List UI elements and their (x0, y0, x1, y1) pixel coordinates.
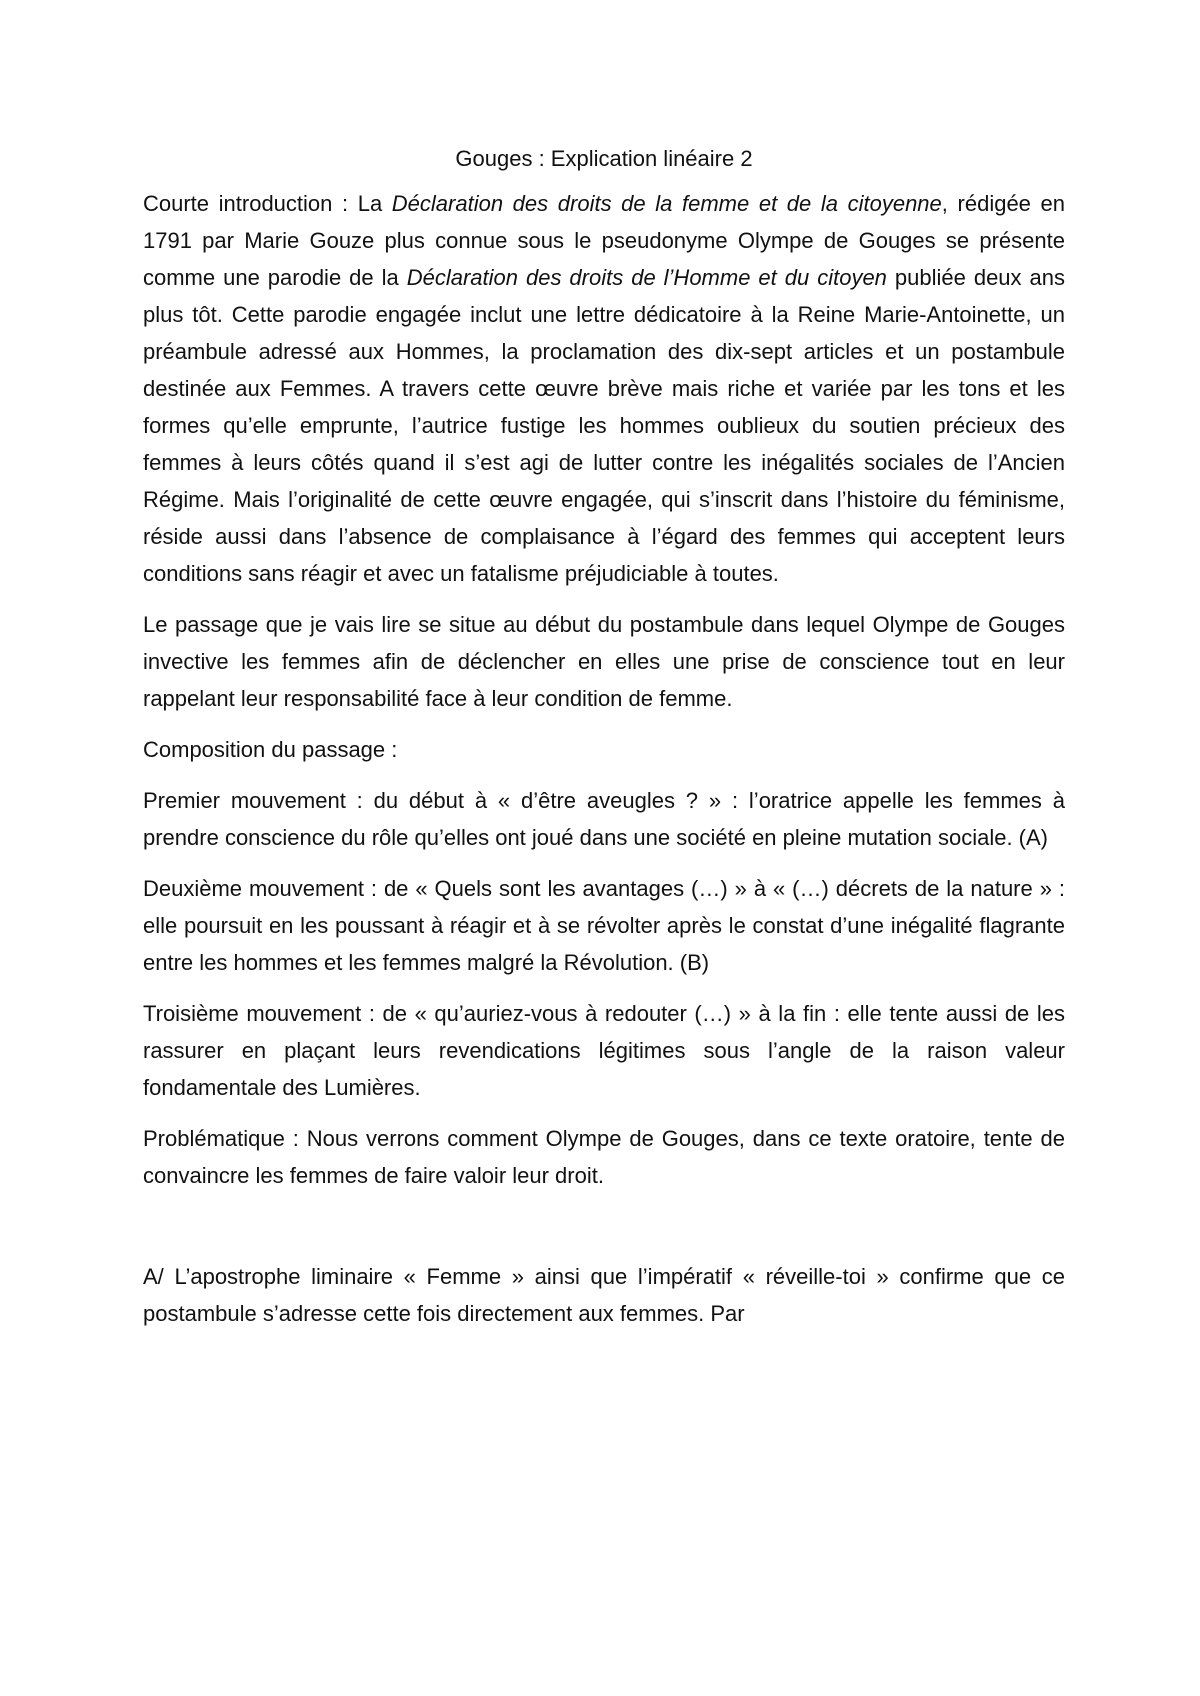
intro-text-3: publiée deux ans plus tôt. Cette parodie engagée inclut une lettre dédicatoire à la Reine Marie-Antoinette, un préambule adressé aux Hommes, la proclamation des dix-sept articles et un postambule destinée aux Femmes. A travers cette œuvre brève mais riche et variée par les tons et les formes qu’elle emprunte, l’autrice fustige les hommes oublieux du soutien précieux des femmes à leurs côtés quand il s’est agi de lutter contre les inégalités sociales de l’Ancien Régime. Mais l’originalité de cette œuvre engagée, qui s’inscrit dans l’histoire du féminisme, réside aussi dans l’absence de complaisance à l’égard des femmes qui acceptent leurs conditions sans réagir et avec un fatalisme préjudiciable à toutes. (143, 265, 1065, 586)
passage-paragraph: Le passage que je vais lire se situe au début du postambule dans lequel Olympe de Gouges invective les femmes afin de déclencher en elles une prise de conscience tout en leur rappelant leur responsabilité face à leur condition de femme. (143, 612, 1065, 711)
part-a-paragraph: A/ L’apostrophe liminaire « Femme » ainsi que l’impératif « réveille-toi » confirme que ce postambule s’adresse cette fois directement aux femmes. Par (143, 1264, 1065, 1326)
mouvement-1-paragraph: Premier mouvement : du début à « d’être aveugles ? » : l’oratrice appelle les femmes à prendre conscience du rôle qu’elles ont joué dans une société en pleine mutation sociale. (A) (143, 788, 1065, 850)
document-page (143, 140, 1065, 1346)
mouvement-3-paragraph: Troisième mouvement : de « qu’auriez-vous à redouter (…) » à la fin : elle tente aussi de les rassurer en plaçant leurs revendications légitimes sous l’angle de la raison valeur fondamentale des Lumières. (143, 1001, 1065, 1100)
intro-italic-title-1: Déclaration des droits de la femme et de la citoyenne (391, 191, 942, 216)
composition-heading: Composition du passage : (143, 737, 398, 762)
mouvement-2-paragraph: Deuxième mouvement : de « Quels sont les avantages (…) » à « (…) décrets de la nature » : elle poursuit en les poussant à réagir et à se révolter après le constat d’une inégalité flagrante entre les hommes et les femmes malgré la Révolution. (B) (143, 876, 1065, 975)
section-spacer (143, 1208, 1065, 1258)
intro-paragraph (143, 185, 1065, 592)
intro-text-2: , rédigée en 1791 par Marie Gouze plus connue sous le pseudonyme Olympe de Gouges se présente comme une parodie de la (143, 191, 1065, 290)
intro-text-1: Courte introduction : La (143, 191, 392, 216)
document-title: Gouges : Explication linéaire 2 (455, 146, 753, 171)
problematique-paragraph: Problématique : Nous verrons comment Olympe de Gouges, dans ce texte oratoire, tente de convaincre les femmes de faire valoir leur droit. (143, 1126, 1065, 1188)
intro-italic-title-2: Déclaration des droits de l’Homme et du citoyen (406, 265, 887, 290)
